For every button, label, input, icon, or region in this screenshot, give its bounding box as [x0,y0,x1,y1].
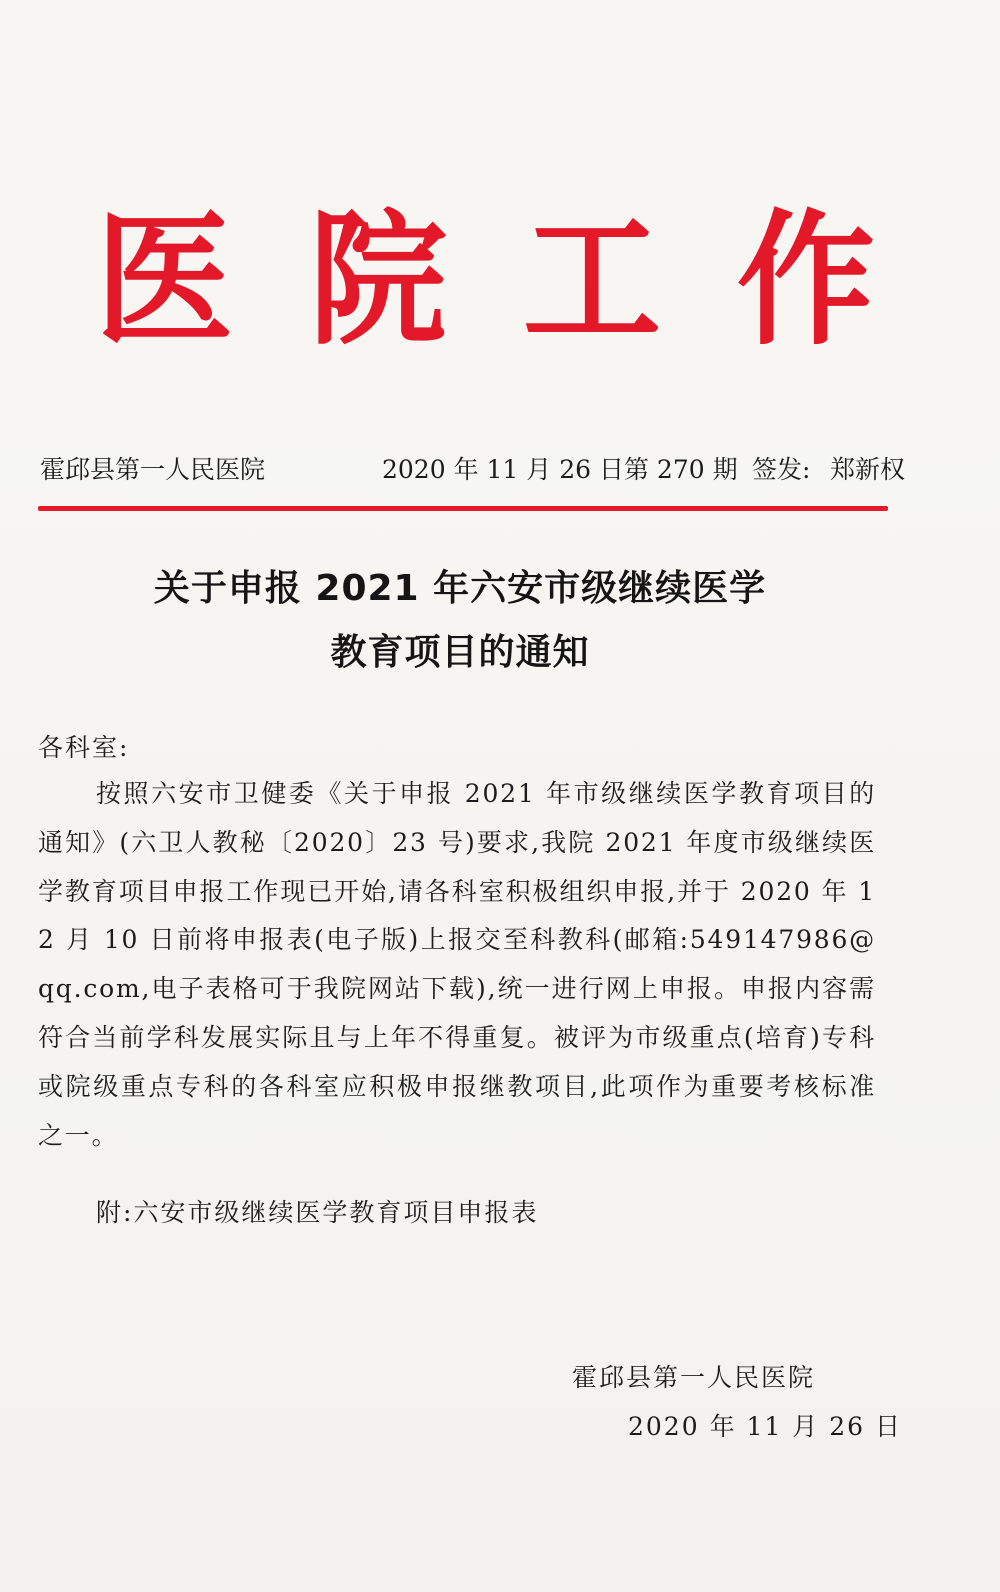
masthead-char-2: 院 [308,193,447,366]
signer-name: 郑新权 [830,455,906,484]
salutation: 各科室: [38,733,130,762]
signer-label: 签发: [752,455,811,484]
red-divider [38,506,888,511]
masthead-char-3: 工 [522,193,661,366]
issue-meta-line [40,448,906,488]
attachment-note: 附:六安市级继续医学教育项目申报表 [96,1198,539,1227]
notice-title-line-2: 教育项目的通知 [330,632,590,673]
issue-number: 2020 年 11 月 26 日第 270 期 [382,455,738,484]
issuer-name: 霍邱县第一人民医院 [40,455,266,484]
footer-organization: 霍邱县第一人民医院 [572,1363,816,1392]
notice-body: 按照六安市卫健委《关于申报 2021 年市级继续医学教育项目的通知》(六卫人教秘〔2020〕23 号)要求,我院 2021 年度市级继续医学教育项目申报工作现已开始,请各科室积极组织申报,并于 2020 年 12 月 10 日前将申报表(电子版)上报交至科教科(邮箱:549147986@qq.com,电子表格可于我院网站下载),统一进行网上申报。申报内容需符合当前学科发展实际且与上年不得重复。被评为市级重点(培育)专科或院级重点专科的各科室应积极申报继教项目,此项作为重要考核标准之一。 [38,779,876,1150]
masthead-title [95,195,875,365]
notice-title-line-1: 关于申报 2021 年六安市级继续医学 [153,568,767,609]
footer-date: 2020 年 11 月 26 日 [628,1412,902,1441]
masthead-char-4: 作 [736,193,875,366]
masthead-char-1: 医 [95,193,234,366]
